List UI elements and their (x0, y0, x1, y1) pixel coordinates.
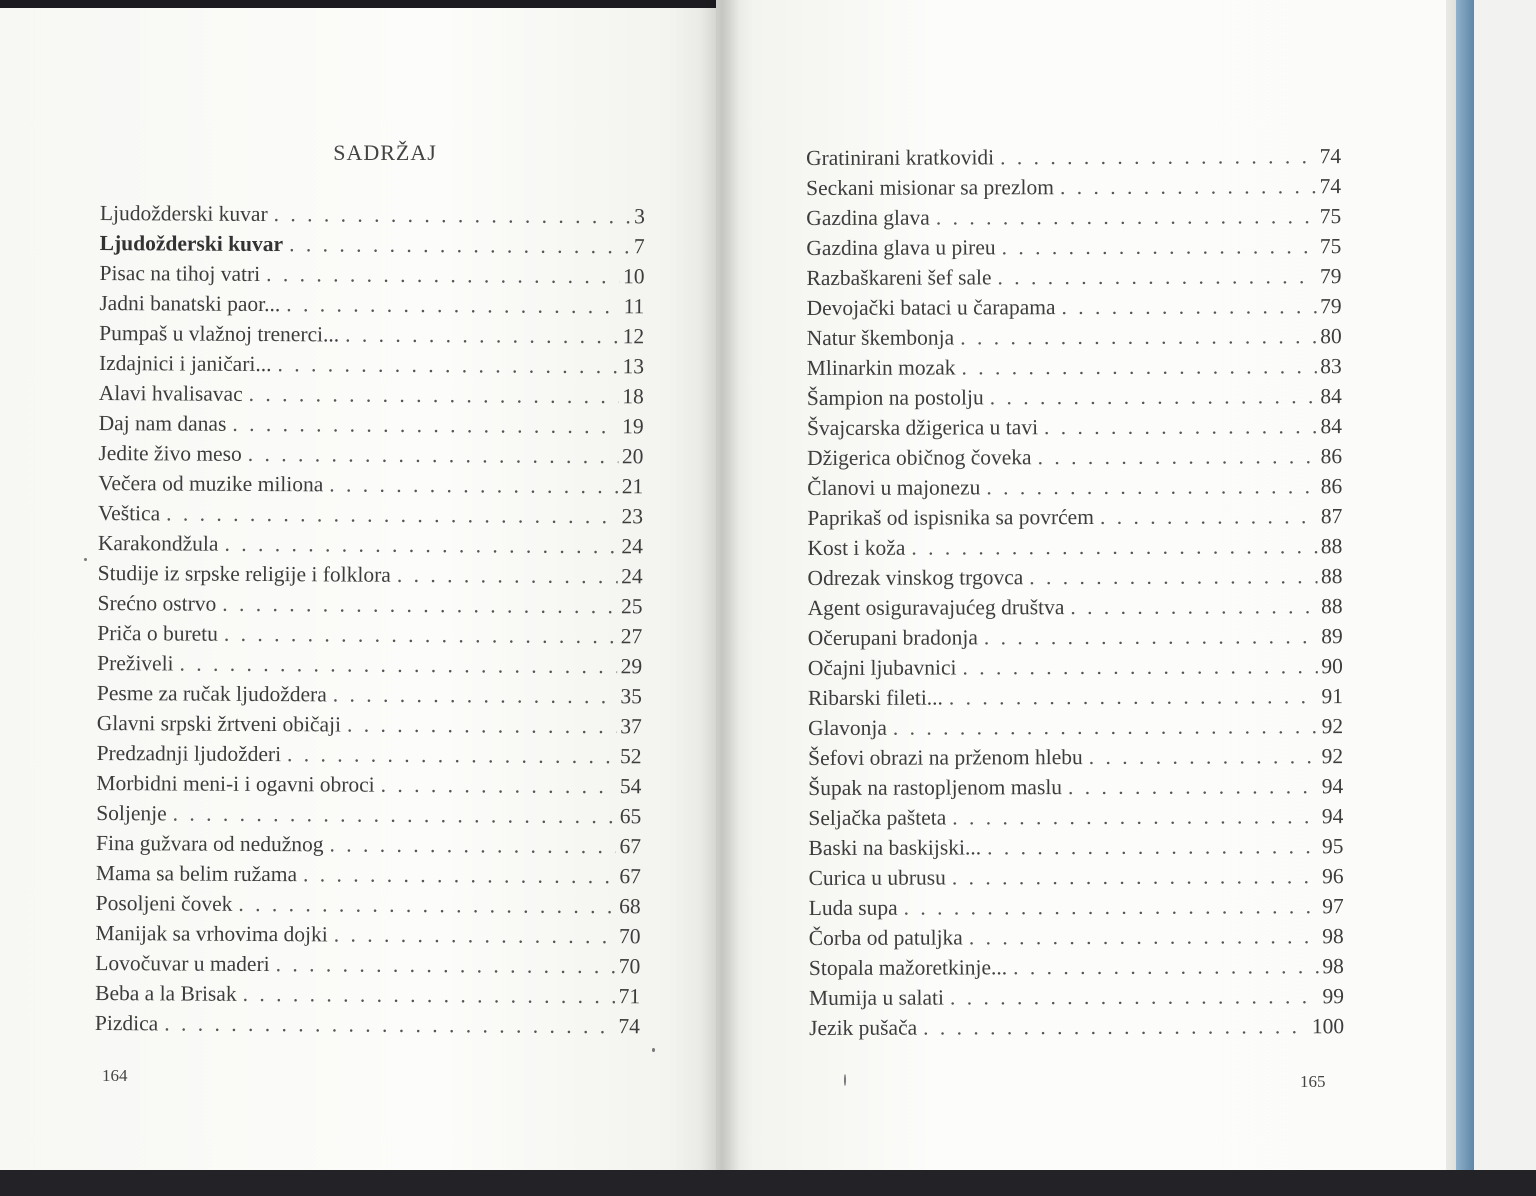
toc-entry-title: Šefovi obrazi na prženom hlebu (808, 745, 1083, 770)
toc-heading: SADRŽAJ (333, 140, 437, 165)
dot-leader (266, 259, 619, 291)
toc-entry (97, 648, 642, 681)
toc-entry (99, 378, 644, 411)
toc-entry-title: Gazdina glava (806, 205, 930, 230)
toc-entry-title: Glavonja (808, 715, 887, 740)
toc-entry (809, 891, 1344, 923)
dot-leader (904, 891, 1319, 922)
toc-entry-page: 71 (618, 984, 641, 1009)
toc-entry-page: 67 (619, 834, 642, 859)
toc-entry-page: 7 (633, 234, 645, 259)
toc-entry (806, 141, 1341, 173)
toc-entry-title: Morbidni meni-i i ogavni obroci (96, 770, 375, 797)
left-page (0, 8, 728, 1176)
toc-entry-page: 52 (620, 744, 642, 769)
dot-leader (232, 409, 618, 441)
toc-entry (807, 291, 1342, 323)
toc-entry-title: Čorba od patuljka (808, 925, 963, 950)
toc-entry-title: Izdajnici i janičari... (98, 350, 272, 377)
dot-leader (333, 679, 617, 711)
book-cover-edge (1456, 0, 1474, 1196)
toc-entry (809, 1011, 1344, 1043)
toc-entry-title: Paprikaš od ispisnika sa povrćem (807, 504, 1094, 530)
toc-entry-title: Seljačka pašteta (808, 805, 947, 830)
toc-entry-title: Razbaškareni šef sale (806, 265, 992, 290)
toc-entry-title: Karakondžula (97, 530, 219, 556)
toc-entry-title: Predzadnji ljudožderi (96, 740, 282, 767)
toc-entry-page: 96 (1322, 864, 1344, 889)
dot-leader (1100, 501, 1317, 532)
toc-entry (806, 261, 1341, 293)
dot-leader (243, 979, 615, 1011)
dot-leader (345, 320, 619, 352)
scan-speck (844, 1074, 846, 1086)
toc-entry-page: 74 (1319, 174, 1342, 199)
toc-entry (97, 678, 642, 711)
toc-entry-page: 88 (1320, 564, 1343, 589)
toc-entry (99, 408, 644, 441)
toc-entry-title: Mama sa belim ružama (95, 860, 298, 887)
toc-entry (807, 561, 1342, 593)
toc-entry-page: 83 (1320, 354, 1342, 379)
toc-entry (806, 171, 1341, 203)
dot-leader (1070, 591, 1317, 622)
toc-entry-page: 86 (1320, 474, 1343, 499)
toc-entry-title: Pizdica (94, 1010, 159, 1036)
toc-entry (96, 858, 641, 891)
toc-entry (98, 528, 643, 561)
toc-entry-page: 35 (620, 684, 643, 709)
toc-entry-page: 92 (1321, 744, 1344, 769)
dot-leader (952, 801, 1318, 832)
toc-list-right (806, 141, 1344, 1043)
toc-entry-page: 65 (619, 804, 642, 829)
dot-leader (1060, 171, 1316, 202)
toc-entry-page: 100 (1311, 1014, 1345, 1039)
toc-entry-title: Stopala mažoretkinje... (808, 955, 1008, 980)
toc-entry-title: Očajni ljubavnici (807, 655, 957, 680)
dot-leader (277, 349, 618, 381)
dot-leader (962, 651, 1317, 682)
toc-entry-title: Natur škembonja (806, 325, 955, 350)
dot-leader (248, 439, 618, 471)
toc-list-left (95, 198, 645, 1041)
toc-entry (809, 981, 1344, 1013)
toc-entry-title: Pesme za ručak ljudoždera (96, 680, 327, 707)
toc-entry-page: 94 (1321, 774, 1344, 799)
dot-leader (286, 289, 620, 321)
toc-entry-title: Odrezak vinskog trgovca (807, 565, 1024, 590)
toc-entry-page: 74 (1319, 144, 1342, 169)
toc-entry (96, 798, 641, 831)
toc-entry-page: 29 (620, 654, 643, 679)
toc-entry (808, 741, 1343, 773)
dot-leader (1089, 741, 1318, 772)
dot-leader (289, 229, 630, 261)
dot-leader (950, 981, 1319, 1012)
toc-entry-title: Priča o buretu (97, 620, 219, 646)
dot-leader (238, 889, 615, 921)
toc-entry-title: Devojački bataci u čarapama (806, 295, 1056, 320)
toc-entry-title: Agent osiguravajućeg društva (807, 595, 1065, 620)
toc-entry-title: Pisac na tihoj vatri (99, 260, 261, 286)
dot-leader (334, 919, 615, 951)
dot-leader (1000, 141, 1316, 172)
toc-entry-title: Mumija u salati (808, 985, 944, 1010)
toc-entry-page: 88 (1320, 534, 1343, 559)
dot-leader (347, 710, 616, 742)
toc-entry-page: 13 (622, 354, 645, 379)
toc-entry-title: Članovi u majonezu (807, 475, 981, 500)
toc-entry-title: Mlinarkin mozak (806, 355, 956, 380)
toc-entry-page: 21 (621, 474, 644, 499)
dot-leader (397, 560, 618, 591)
toc-entry-title: Ljudožderski kuvar (99, 230, 284, 257)
toc-entry-title: Ribarski fileti... (807, 685, 943, 710)
toc-entry-page: 74 (618, 1014, 641, 1039)
dot-leader (222, 589, 617, 621)
toc-entry-title: Lovočuvar u maderi (95, 950, 270, 977)
dot-leader (987, 831, 1318, 862)
toc-entry (97, 588, 642, 621)
toc-entry (808, 771, 1343, 803)
toc-entry-title: Glavni srpski žrtveni običaji (96, 710, 342, 737)
page-number-right: 165 (1300, 1072, 1326, 1091)
dot-leader (1044, 411, 1317, 442)
toc-entry (807, 381, 1342, 413)
toc-entry-title: Seckani misionar sa prezlom (806, 175, 1054, 200)
toc-entry (95, 948, 640, 981)
toc-entry (808, 831, 1343, 863)
dot-leader (166, 498, 618, 531)
toc-entry (809, 951, 1344, 983)
scanner-background-right (1474, 0, 1536, 1196)
toc-entry-page: 75 (1319, 204, 1342, 229)
toc-entry-page: 70 (618, 924, 641, 949)
dot-leader (923, 1011, 1308, 1042)
toc-entry-page: 94 (1321, 804, 1344, 829)
toc-entry-page: 89 (1321, 624, 1343, 649)
dot-leader (381, 770, 616, 801)
toc-entry (97, 618, 642, 651)
toc-entry-title: Manijak sa vrhovima dojki (95, 920, 328, 947)
toc-entry-page: 79 (1320, 294, 1342, 319)
dot-leader (1037, 441, 1316, 472)
toc-entry-title: Beba a la Brisak (95, 980, 237, 1006)
dot-leader (224, 619, 617, 651)
toc-entry-title: Jezik pušača (809, 1015, 918, 1040)
toc-entry-page: 75 (1319, 234, 1342, 259)
toc-entry (96, 888, 641, 921)
dot-leader (287, 739, 616, 771)
toc-entry-page: 54 (619, 774, 642, 799)
toc-entry (95, 1008, 640, 1041)
dot-leader (952, 861, 1318, 892)
toc-entry-title: Kost i koža (807, 535, 906, 560)
dot-leader (173, 798, 616, 831)
toc-entry-page: 90 (1321, 654, 1343, 679)
toc-entry (807, 501, 1342, 533)
toc-entry-page: 12 (622, 324, 645, 349)
toc-entry-page: 20 (621, 444, 644, 469)
scanner-background-bottom (0, 1170, 1536, 1196)
toc-entry-page: 95 (1321, 834, 1344, 859)
toc-entry-title: Alavi hvalisavac (98, 380, 243, 406)
dot-leader (984, 621, 1317, 652)
dot-leader (249, 379, 619, 411)
toc-entry (98, 558, 643, 591)
dot-leader (1068, 771, 1318, 802)
dot-leader (303, 859, 615, 891)
toc-entry-title: Očerupani bradonja (807, 625, 978, 650)
toc-entry (808, 651, 1343, 683)
toc-entry-title: Luda supa (808, 895, 898, 920)
dot-leader (1061, 291, 1316, 322)
toc-entry-page: 19 (622, 414, 644, 439)
toc-entry-title: Šampion na postolju (806, 385, 984, 410)
scan-speck (84, 558, 87, 561)
dot-leader (960, 321, 1316, 352)
toc-entry (99, 288, 644, 321)
dot-leader (986, 471, 1316, 502)
toc-entry-page: 37 (620, 714, 642, 739)
toc-entry-title: Ljudožderski kuvar (99, 200, 268, 227)
toc-entry (808, 591, 1343, 623)
dot-leader (164, 1008, 614, 1041)
page-number-left: 164 (102, 1066, 128, 1085)
toc-entry-page: 24 (621, 534, 643, 559)
toc-entry-page: 70 (618, 954, 641, 979)
dot-leader (1002, 231, 1316, 262)
toc-entry-page: 67 (619, 864, 641, 889)
toc-entry (809, 861, 1344, 893)
toc-entry (98, 438, 643, 471)
toc-entry-page: 23 (621, 504, 644, 529)
toc-entry-title: Curica u ubrusu (808, 865, 946, 890)
toc-entry (95, 978, 640, 1011)
toc-entry-title: Preživeli (97, 650, 174, 676)
toc-entry-page: 84 (1320, 414, 1343, 439)
toc-entry-title: Jadni banatski paor... (99, 290, 281, 317)
toc-entry-title: Srećno ostrvo (97, 590, 217, 616)
toc-entry (808, 711, 1343, 743)
toc-entry (807, 351, 1342, 383)
toc-entry-title: Večera od muzike miliona (98, 470, 324, 497)
toc-entry-page: 24 (621, 564, 643, 589)
dot-leader (893, 711, 1318, 742)
book-gutter (700, 0, 740, 1176)
dot-leader (276, 949, 615, 981)
toc-entry-page: 27 (620, 624, 643, 649)
toc-entry (807, 441, 1342, 473)
toc-entry (95, 918, 640, 951)
toc-entry (807, 321, 1342, 353)
toc-entry (806, 231, 1341, 263)
dot-leader (990, 381, 1317, 412)
toc-entry-title: Pumpaš u vlažnoj trenerci... (99, 320, 340, 347)
toc-entry (806, 201, 1341, 233)
toc-entry-title: Šupak na rastopljenom maslu (808, 775, 1063, 800)
toc-entry-title: Gazdina glava u pireu (806, 235, 996, 260)
dot-leader (179, 648, 616, 681)
toc-entry (807, 411, 1342, 443)
toc-entry-page: 3 (634, 204, 645, 229)
scan-speck (652, 1048, 655, 1052)
toc-entry (99, 258, 644, 291)
toc-entry-title: Soljenje (96, 800, 167, 826)
toc-entry-page: 80 (1320, 324, 1342, 349)
dot-leader (1013, 951, 1318, 982)
dot-leader (936, 201, 1316, 232)
toc-entry (98, 498, 643, 531)
dot-leader (911, 531, 1317, 562)
toc-entry-page: 18 (622, 384, 644, 409)
toc-entry-page: 99 (1322, 984, 1345, 1009)
toc-entry (807, 531, 1342, 563)
toc-entry-title: Daj nam danas (98, 410, 227, 436)
toc-entry (99, 318, 644, 351)
toc-entry (97, 708, 642, 741)
dot-leader (949, 681, 1318, 712)
toc-entry-page: 98 (1322, 924, 1344, 949)
toc-entry-title: Baski na baskijski... (808, 835, 982, 860)
toc-entry (98, 468, 643, 501)
toc-entry (100, 228, 645, 261)
toc-entry (99, 348, 644, 381)
toc-entry (808, 681, 1343, 713)
toc-entry-page: 87 (1320, 504, 1343, 529)
toc-entry-title: Veštica (98, 500, 161, 526)
dot-leader (1029, 561, 1317, 592)
toc-entry (808, 621, 1343, 653)
toc-entry (96, 828, 641, 861)
toc-entry-page: 68 (619, 894, 641, 919)
toc-entry-title: Švajcarska džigerica u tavi (806, 415, 1039, 440)
toc-entry-page: 84 (1320, 384, 1342, 409)
toc-entry (96, 768, 641, 801)
dot-leader (274, 199, 631, 231)
toc-entry-page: 25 (620, 594, 643, 619)
toc-entry-title: Džigerica običnog čoveka (807, 445, 1032, 470)
toc-entry (100, 198, 645, 231)
toc-entry-page: 97 (1322, 894, 1344, 919)
toc-entry-title: Posoljeni čovek (95, 890, 233, 916)
toc-entry (809, 921, 1344, 953)
toc-entry-title: Gratinirani kratkovidi (806, 145, 995, 170)
toc-entry (808, 801, 1343, 833)
right-page (716, 0, 1456, 1176)
toc-entry-page: 10 (622, 264, 645, 289)
toc-entry-page: 98 (1322, 954, 1344, 979)
toc-entry-title: Fina gužvara od nedužnog (95, 830, 324, 857)
toc-entry-title: Jedite živo meso (98, 440, 242, 466)
toc-entry-page: 86 (1320, 444, 1343, 469)
dot-leader (969, 921, 1319, 952)
dot-leader (961, 351, 1316, 382)
dot-leader (997, 261, 1316, 292)
toc-entry (807, 471, 1342, 503)
dot-leader (329, 829, 615, 861)
dot-leader (329, 469, 618, 501)
toc-entry-page: 88 (1321, 594, 1343, 619)
toc-entry-page: 79 (1319, 264, 1342, 289)
dot-leader (224, 529, 617, 561)
toc-entry-title: Studije iz srpske religije i folklora (97, 560, 391, 587)
toc-entry-page: 92 (1321, 714, 1344, 739)
toc-entry-page: 11 (623, 294, 645, 319)
toc-entry-page: 91 (1321, 684, 1343, 709)
toc-entry (97, 738, 642, 771)
